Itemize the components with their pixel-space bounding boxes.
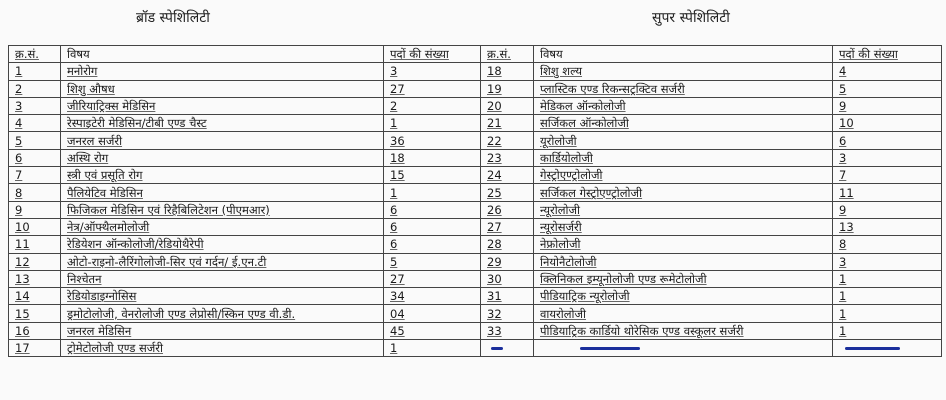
super-subject-cell bbox=[534, 184, 833, 201]
broad-sno-cell bbox=[9, 288, 61, 305]
broad-subject-text: रेस्पाइटेरी मेडिसिन/टीबी एण्ड चैस्ट bbox=[67, 116, 207, 131]
super-posts-text: 5 bbox=[839, 81, 847, 96]
super-sno-cell bbox=[481, 63, 534, 80]
super-sno-cell bbox=[481, 288, 534, 305]
broad-sno-cell bbox=[9, 97, 61, 114]
broad-posts-cell bbox=[384, 305, 481, 322]
broad-subject-text: पैलियेटिव मेडिसिन bbox=[67, 185, 143, 200]
super-sno-text: 29 bbox=[487, 254, 502, 269]
broad-posts-cell bbox=[384, 288, 481, 305]
super-posts-cell bbox=[833, 184, 942, 201]
super-posts-text: 7 bbox=[839, 168, 847, 183]
super-posts-text: 3 bbox=[839, 254, 847, 269]
broad-sno-text: 11 bbox=[15, 237, 30, 252]
super-subject-text: शिशु शल्य bbox=[540, 64, 583, 79]
super-posts-cell bbox=[833, 305, 942, 322]
super-sno-text: 23 bbox=[487, 150, 502, 165]
broad-subject-cell bbox=[61, 270, 384, 287]
super-posts-text: 8 bbox=[839, 237, 847, 252]
super-posts-cell bbox=[833, 167, 942, 184]
broad-sno-text: 12 bbox=[15, 254, 30, 269]
table-row bbox=[9, 322, 942, 339]
super-sno-cell bbox=[481, 253, 534, 270]
broad-posts-text: 6 bbox=[390, 202, 398, 217]
super-sno-cell bbox=[481, 305, 534, 322]
broad-sno-text: 2 bbox=[15, 81, 23, 96]
broad-sno-cell bbox=[9, 184, 61, 201]
super-subject-cell bbox=[534, 115, 833, 132]
super-posts-cell bbox=[833, 288, 942, 305]
super-sno-cell bbox=[481, 149, 534, 166]
broad-posts-cell bbox=[384, 63, 481, 80]
super-posts-cell bbox=[833, 132, 942, 149]
super-sno-cell bbox=[481, 167, 534, 184]
broad-posts-cell bbox=[384, 201, 481, 218]
super-posts-cell bbox=[833, 115, 942, 132]
super-subject-cell bbox=[534, 253, 833, 270]
super-subject-text: न्यूरोसर्जरी bbox=[540, 220, 582, 235]
broad-sno-cell bbox=[9, 305, 61, 322]
super-sno-text: 27 bbox=[487, 220, 502, 235]
broad-speciality-heading: ब्रॉड स्पेशिलिटी bbox=[136, 10, 210, 26]
broad-sno-cell bbox=[9, 149, 61, 166]
broad-posts-text: 5 bbox=[390, 254, 398, 269]
super-sno-text: 18 bbox=[487, 64, 502, 79]
broad-subject-cell bbox=[61, 253, 384, 270]
broad-subject-text: स्त्री एवं प्रसूति रोग bbox=[67, 168, 143, 183]
super-subject-text: न्यूरोलोजी bbox=[540, 202, 581, 217]
broad-sno-cell bbox=[9, 63, 61, 80]
broad-posts-text: 2 bbox=[390, 99, 398, 114]
broad-posts-cell bbox=[384, 132, 481, 149]
pen-mark-dash bbox=[580, 347, 640, 350]
broad-sno-header: क्र.सं. bbox=[9, 46, 61, 63]
table-row bbox=[9, 218, 942, 235]
table-row bbox=[9, 201, 942, 218]
super-posts-text: 9 bbox=[839, 202, 847, 217]
broad-subject-text: शिशु औषध bbox=[67, 81, 115, 96]
super-speciality-heading: सुपर स्पेशिलिटी bbox=[652, 10, 730, 26]
posts-table bbox=[8, 45, 942, 357]
broad-posts-text: 34 bbox=[390, 289, 405, 304]
broad-subject-cell bbox=[61, 322, 384, 339]
broad-sno-text: 9 bbox=[15, 202, 23, 217]
super-sno-text: 20 bbox=[487, 99, 502, 114]
broad-subject-text: अस्थि रोग bbox=[67, 150, 109, 165]
super-subject-text: मेडिकल ऑन्कोलोजी bbox=[540, 99, 626, 114]
broad-sno-text: 5 bbox=[15, 133, 23, 148]
super-subject-cell bbox=[534, 201, 833, 218]
broad-posts-cell bbox=[384, 270, 481, 287]
broad-posts-text: 6 bbox=[390, 220, 398, 235]
table-row bbox=[9, 97, 942, 114]
super-subject-cell bbox=[534, 132, 833, 149]
super-posts-cell bbox=[833, 236, 942, 253]
broad-posts-cell bbox=[384, 80, 481, 97]
broad-subject-header: विषय bbox=[61, 46, 384, 63]
super-posts-text: 6 bbox=[839, 133, 847, 148]
super-sno-cell bbox=[481, 115, 534, 132]
broad-subject-cell bbox=[61, 115, 384, 132]
super-sno-cell bbox=[481, 201, 534, 218]
super-sno-cell bbox=[481, 340, 534, 357]
super-subject-text: पीडियाट्रिक न्यूरोलोजी bbox=[540, 289, 630, 304]
super-sno-text: 32 bbox=[487, 306, 502, 321]
super-subject-text: नियोनैटोलोजी bbox=[540, 254, 597, 269]
broad-posts-text: 1 bbox=[390, 341, 398, 356]
broad-sno-cell bbox=[9, 218, 61, 235]
broad-sno-text: 7 bbox=[15, 168, 23, 183]
broad-sno-cell bbox=[9, 201, 61, 218]
broad-posts-text: 1 bbox=[390, 116, 398, 131]
broad-posts-text: 27 bbox=[390, 81, 405, 96]
super-posts-text: 11 bbox=[839, 185, 854, 200]
super-posts-cell bbox=[833, 270, 942, 287]
super-posts-cell bbox=[833, 322, 942, 339]
broad-subject-text: ओटो-राइनो-लैरिंगोलोजी-सिर एवं गर्दन/ ई.एन.टी bbox=[67, 254, 267, 269]
super-subject-text: नेफ्रोलोजी bbox=[540, 237, 581, 252]
broad-posts-cell bbox=[384, 115, 481, 132]
super-subject-cell bbox=[534, 149, 833, 166]
broad-sno-cell bbox=[9, 115, 61, 132]
broad-sno-cell bbox=[9, 340, 61, 357]
broad-sno-text: 1 bbox=[15, 64, 23, 79]
super-posts-cell bbox=[833, 201, 942, 218]
broad-subject-cell bbox=[61, 184, 384, 201]
broad-posts-cell bbox=[384, 236, 481, 253]
broad-posts-header: पदों की संख्या bbox=[384, 46, 481, 63]
pen-mark-dash bbox=[491, 347, 503, 350]
super-sno-text: 19 bbox=[487, 81, 502, 96]
broad-posts-cell bbox=[384, 253, 481, 270]
super-subject-cell bbox=[534, 270, 833, 287]
broad-sno-text: 4 bbox=[15, 116, 23, 131]
super-posts-cell bbox=[833, 253, 942, 270]
broad-sno-text: 17 bbox=[15, 341, 30, 356]
table-row bbox=[9, 184, 942, 201]
super-posts-text: 13 bbox=[839, 220, 854, 235]
super-posts-cell bbox=[833, 80, 942, 97]
super-sno-text: 30 bbox=[487, 272, 502, 286]
broad-sno-text: 13 bbox=[15, 272, 30, 286]
broad-subject-cell bbox=[61, 236, 384, 253]
broad-sno-cell bbox=[9, 167, 61, 184]
broad-subject-text: मनोरोग bbox=[67, 64, 98, 79]
broad-posts-cell bbox=[384, 149, 481, 166]
super-sno-text: 28 bbox=[487, 237, 502, 252]
super-sno-text: 26 bbox=[487, 202, 502, 217]
broad-posts-cell bbox=[384, 167, 481, 184]
super-posts-text: 9 bbox=[839, 99, 847, 114]
super-subject-text: सर्जिकल गेस्ट्रोएण्ट्रोलोजी bbox=[540, 185, 643, 200]
broad-subject-text: रेडियेशन ऑन्कोलोजी/रेडियोथैरेपी bbox=[67, 237, 204, 252]
super-subject-cell bbox=[534, 97, 833, 114]
broad-posts-text: 04 bbox=[390, 306, 405, 321]
super-subject-cell bbox=[534, 340, 833, 357]
broad-subject-cell bbox=[61, 305, 384, 322]
table-row bbox=[9, 288, 942, 305]
broad-subject-text: नेत्र/ऑफ्थैलमोलोजी bbox=[67, 220, 150, 235]
broad-subject-cell bbox=[61, 132, 384, 149]
super-subject-cell bbox=[534, 236, 833, 253]
super-posts-cell bbox=[833, 97, 942, 114]
super-sno-text: 24 bbox=[487, 168, 502, 183]
broad-subject-text: जीरियाट्रिक्स मेडिसिन bbox=[67, 99, 156, 114]
broad-subject-cell bbox=[61, 97, 384, 114]
broad-subject-cell bbox=[61, 63, 384, 80]
pen-mark-dash bbox=[845, 347, 900, 350]
super-sno-cell bbox=[481, 184, 534, 201]
super-sno-text: 33 bbox=[487, 323, 502, 338]
super-subject-cell bbox=[534, 218, 833, 235]
super-sno-cell bbox=[481, 236, 534, 253]
super-subject-cell bbox=[534, 305, 833, 322]
super-subject-header: विषय bbox=[534, 46, 833, 63]
broad-sno-text: 6 bbox=[15, 150, 23, 165]
broad-posts-text: 3 bbox=[390, 64, 398, 79]
broad-sno-cell bbox=[9, 253, 61, 270]
super-posts-text: 1 bbox=[839, 289, 847, 304]
broad-subject-cell bbox=[61, 167, 384, 184]
super-subject-text: कार्डियोलोजी bbox=[540, 150, 593, 165]
broad-posts-cell bbox=[384, 218, 481, 235]
super-subject-text: वायरोलोजी bbox=[540, 306, 587, 321]
broad-subject-cell bbox=[61, 201, 384, 218]
super-subject-cell bbox=[534, 80, 833, 97]
broad-posts-cell bbox=[384, 97, 481, 114]
broad-subject-cell bbox=[61, 80, 384, 97]
broad-subject-text: निश्चेतन bbox=[67, 272, 102, 286]
table-row bbox=[9, 63, 942, 80]
super-posts-text: 4 bbox=[839, 64, 847, 79]
super-sno-text: 21 bbox=[487, 116, 502, 131]
super-subject-text: पीडियाट्रिक कार्डियो थोरेसिक एण्ड वस्कूलर सर्जरी bbox=[540, 323, 744, 338]
broad-subject-cell bbox=[61, 218, 384, 235]
table-row bbox=[9, 80, 942, 97]
super-posts-text: 3 bbox=[839, 150, 847, 165]
broad-subject-cell bbox=[61, 340, 384, 357]
super-posts-text: 10 bbox=[839, 116, 854, 131]
table-row bbox=[9, 236, 942, 253]
broad-subject-text: रेडियोडाइग्नोसिस bbox=[67, 289, 137, 304]
broad-subject-cell bbox=[61, 288, 384, 305]
super-sno-cell bbox=[481, 322, 534, 339]
super-subject-cell bbox=[534, 63, 833, 80]
broad-sno-text: 10 bbox=[15, 220, 30, 235]
super-posts-text: 1 bbox=[839, 306, 847, 321]
super-sno-header: क्र.सं. bbox=[481, 46, 534, 63]
table-row bbox=[9, 305, 942, 322]
broad-posts-text: 1 bbox=[390, 185, 398, 200]
broad-subject-text: ट्रोमेटोलोजी एण्ड सर्जरी bbox=[67, 341, 163, 356]
super-subject-text: गेस्ट्रोएण्ट्रोलोजी bbox=[540, 168, 603, 183]
broad-posts-cell bbox=[384, 184, 481, 201]
broad-sno-cell bbox=[9, 132, 61, 149]
super-sno-text: 25 bbox=[487, 185, 502, 200]
super-subject-cell bbox=[534, 167, 833, 184]
broad-posts-cell bbox=[384, 322, 481, 339]
broad-sno-text: 15 bbox=[15, 306, 30, 321]
super-subject-text: प्लास्टिक एण्ड रिकन्सट्रक्टिव सर्जरी bbox=[540, 81, 685, 96]
table-row bbox=[9, 253, 942, 270]
broad-sno-text: 16 bbox=[15, 323, 30, 338]
broad-subject-text: फिजिकल मेडिसिन एवं रिहैबिलिटेशन (पीएमआर) bbox=[67, 202, 270, 217]
broad-posts-text: 18 bbox=[390, 150, 405, 165]
table-row bbox=[9, 340, 942, 357]
header-row bbox=[9, 46, 942, 63]
broad-posts-text: 6 bbox=[390, 237, 398, 252]
table-row bbox=[9, 270, 942, 287]
table-row bbox=[9, 132, 942, 149]
table-row bbox=[9, 115, 942, 132]
broad-posts-cell bbox=[384, 340, 481, 357]
broad-sno-text: 8 bbox=[15, 185, 23, 200]
super-posts-header: पदों की संख्या bbox=[833, 46, 942, 63]
super-sno-text: 22 bbox=[487, 133, 502, 148]
super-sno-cell bbox=[481, 270, 534, 287]
super-sno-cell bbox=[481, 132, 534, 149]
broad-sno-cell bbox=[9, 236, 61, 253]
super-sno-text: 31 bbox=[487, 289, 502, 304]
broad-posts-text: 45 bbox=[390, 323, 405, 338]
super-sno-cell bbox=[481, 218, 534, 235]
super-subject-text: सर्जिकल ऑन्कोलोजी bbox=[540, 116, 629, 131]
broad-sno-cell bbox=[9, 322, 61, 339]
super-posts-cell bbox=[833, 149, 942, 166]
broad-subject-cell bbox=[61, 149, 384, 166]
broad-posts-text: 27 bbox=[390, 272, 405, 286]
broad-sno-text: 14 bbox=[15, 289, 30, 304]
broad-posts-text: 15 bbox=[390, 168, 405, 183]
broad-sno-cell bbox=[9, 270, 61, 287]
super-subject-text: यूरोलोजी bbox=[540, 133, 577, 148]
broad-subject-text: जनरल मेडिसिन bbox=[67, 323, 132, 338]
broad-sno-text: 3 bbox=[15, 99, 23, 114]
broad-sno-cell bbox=[9, 80, 61, 97]
table-row bbox=[9, 149, 942, 166]
super-subject-cell bbox=[534, 322, 833, 339]
table-row bbox=[9, 167, 942, 184]
super-posts-text: 1 bbox=[839, 272, 847, 286]
super-posts-cell bbox=[833, 340, 942, 357]
super-posts-cell bbox=[833, 63, 942, 80]
super-posts-cell bbox=[833, 218, 942, 235]
super-posts-text: 1 bbox=[839, 323, 847, 338]
super-sno-cell bbox=[481, 80, 534, 97]
broad-subject-text: ड्रमोटोलोजी, वेनरोलोजी एण्ड लेप्रोसी/स्किन एण्ड वी.डी. bbox=[67, 306, 296, 321]
super-sno-cell bbox=[481, 97, 534, 114]
broad-posts-text: 36 bbox=[390, 133, 405, 148]
super-subject-text: क्लिनिकल इम्यूनोलोजी एण्ड रूमेटोलोजी bbox=[540, 272, 707, 286]
super-subject-cell bbox=[534, 288, 833, 305]
broad-subject-text: जनरल सर्जरी bbox=[67, 133, 123, 148]
